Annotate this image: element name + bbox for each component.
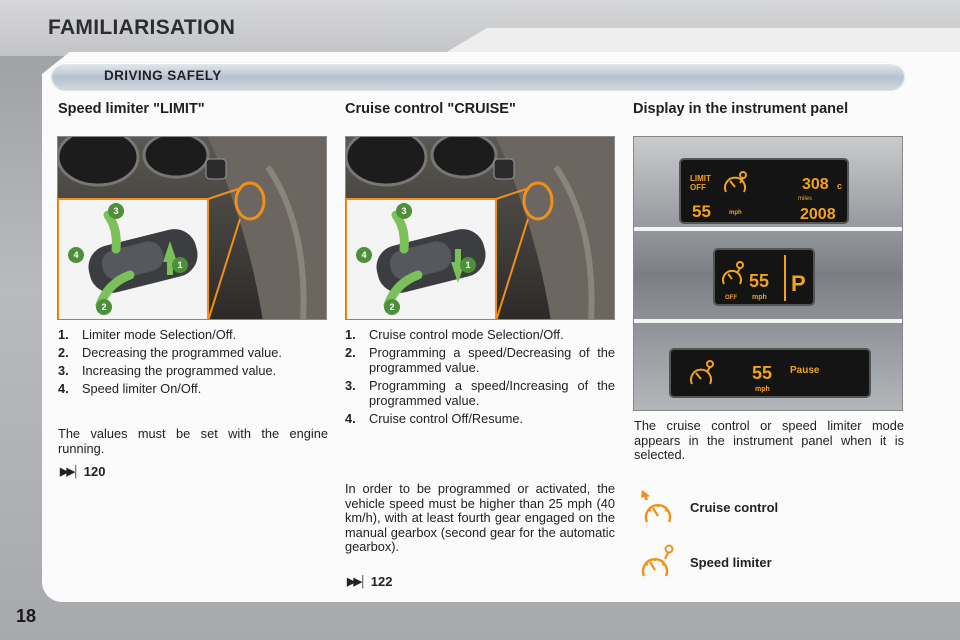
screen1-limit: LIMIT (690, 174, 711, 183)
cruise-note: In order to be programmed or activated, the vehicle speed must be higher than 25 mph (40 km/h), with at least fourth gear engaged on the manual gearbox (second gear for the automatic gearbox). (345, 481, 615, 554)
cruise-stalk-photo (345, 136, 615, 320)
cruise-title: Cruise control "CRUISE" (345, 101, 516, 117)
callout-1: 1 (177, 260, 183, 270)
callout-3: 3 (113, 206, 119, 216)
screen2-gear: P (791, 271, 806, 296)
page-title: FAMILIARISATION (48, 16, 236, 39)
callout-3: 3 (401, 206, 407, 216)
list-item: 4. Speed limiter On/Off. (58, 381, 202, 396)
screen2-off: OFF (725, 295, 737, 301)
list-item: 1. Cruise control mode Selection/Off. (345, 327, 564, 342)
callout-4: 4 (73, 250, 79, 260)
section-title: DRIVING SAFELY (104, 68, 222, 83)
display-note: The cruise control or speed limiter mode appears in the instrument panel when it is selected. (634, 418, 904, 462)
list-item: 3. Programming a speed/Increasing of the programmed value. (345, 378, 615, 408)
instrument-panel-photo (633, 136, 903, 411)
screen3-speed: 55 (752, 363, 773, 383)
limiter-stalk-photo (57, 136, 327, 320)
speed-limiter-legend: Speed limiter (690, 555, 772, 570)
cruise-list (345, 327, 615, 429)
speed-limiter-icon (638, 542, 678, 582)
list-item: 1. Limiter mode Selection/Off. (58, 327, 237, 342)
screen3-status: Pause (790, 365, 820, 376)
header-diagonal (440, 28, 960, 56)
callout-2: 2 (101, 302, 107, 312)
list-item: 3. Increasing the programmed value. (58, 363, 277, 378)
list-item: 2. Decreasing the programmed value. (58, 345, 282, 360)
cruise-control-legend: Cruise control (690, 500, 779, 515)
limiter-page-ref[interactable]: ▶▶│ 120 (60, 464, 106, 479)
screen1-odo-suffix: c (837, 181, 843, 191)
limiter-list (58, 327, 328, 399)
list-item: 2. Programming a speed/Decreasing of the programmed value. (345, 345, 615, 375)
cruise-page-ref[interactable]: ▶▶│ 122 (347, 574, 393, 589)
screen3-unit: mph (755, 386, 770, 393)
screen1-miles: miles (798, 196, 813, 202)
screen1-speed: 55 (692, 202, 711, 221)
fast-forward-icon: ▶▶│ (60, 466, 78, 478)
fast-forward-icon: ▶▶│ (347, 576, 365, 588)
cruise-control-icon (638, 488, 678, 528)
display-title: Display in the instrument panel (633, 101, 849, 117)
callout-1: 1 (465, 260, 471, 270)
screen1-trip: 2008 (800, 206, 836, 223)
screen1-odo: 308 (802, 176, 829, 193)
callout-2: 2 (389, 302, 395, 312)
screen1-unit: mph (729, 210, 742, 216)
screen1-off: OFF (690, 183, 706, 192)
limiter-note: The values must be set with the engine running. (58, 426, 328, 456)
screen2-unit: mph (752, 294, 767, 301)
limiter-title: Speed limiter "LIMIT" (58, 101, 205, 117)
page-number: 18 (16, 606, 37, 626)
screen2-speed: 55 (749, 271, 770, 291)
callout-4: 4 (361, 250, 367, 260)
list-item: 4. Cruise control Off/Resume. (345, 411, 524, 426)
